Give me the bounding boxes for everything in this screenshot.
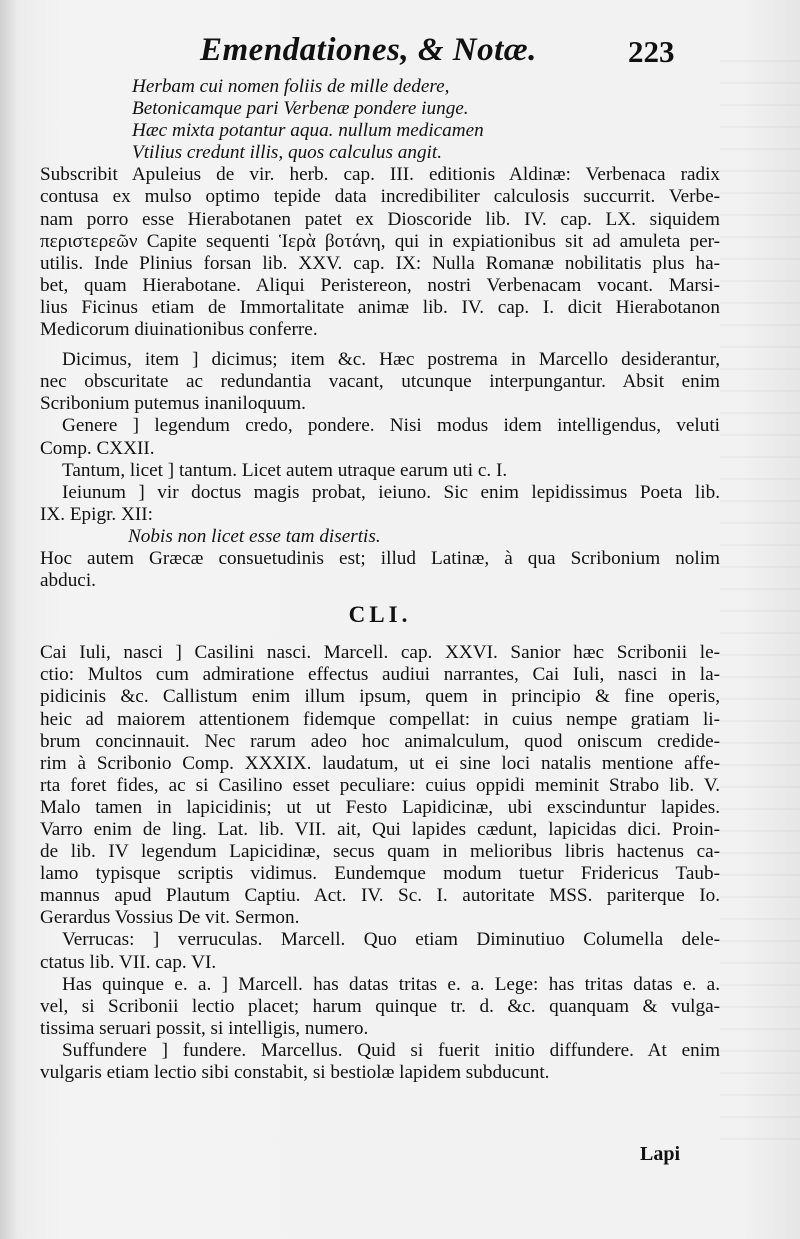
text-line: Genere ] legendum credo, pondere. Nisi modus idem intelligendus, veluti — [62, 415, 720, 437]
text-line: bet, quam Hierabotane. Aliqui Peristereon, nostri Verbenacam vocant. Marsi- — [40, 274, 720, 296]
text-line: Subscribit Apuleius de vir. herb. cap. III. editionis Aldinæ: Verbenaca radix — [40, 164, 720, 186]
text-line: Medicorum diuinationibus conferre. — [40, 319, 318, 341]
verse-line: Vtilius credunt illis, quos calculus angit. — [132, 142, 443, 164]
page-header — [0, 30, 800, 80]
text-line: de lib. IV legendum Lapicidinæ, secus quam in melioribus libris hactenus ca- — [40, 841, 720, 863]
running-title: Emendationes, & Notæ. — [200, 32, 537, 68]
text-line: utilis. Inde Plinius forsan lib. XXV. cap. IX: Nulla Romanæ nobilitatis plus ha- — [40, 252, 720, 274]
verse-line: Hæc mixta potantur aqua. nullum medicamen — [132, 120, 484, 142]
text-line: pidicinis &c. Callistum enim illum ipsum, quem in principio & fine operis, — [40, 686, 720, 708]
text-line: Hoc autem Græcæ consuetudinis est; illud Latinæ, à qua Scribonium nolim — [40, 547, 720, 569]
text-line: Varro enim de ling. Lat. lib. VII. ait, Qui lapides cædunt, lapicidas dici. Proin- — [40, 819, 720, 840]
text-line: brum concinnauit. Nec rarum adeo hoc animalculum, quod oniscum credide- — [40, 730, 720, 752]
verse-line: Betonicamque pari Verbenæ pondere iunge. — [132, 98, 469, 120]
text-line: Scribonium putemus inaniloquum. — [40, 393, 306, 415]
text-line: tissima seruari possit, si intelligis, numero. — [40, 1017, 369, 1039]
text-line: Cai Iuli, nasci ] Casilini nasci. Marcell. cap. XXVI. Sanior hæc Scribonii le- — [40, 642, 720, 664]
show-through-texture — [720, 60, 800, 1160]
text-line: heic ad maiorem attentionem fidemque compellat: in cuius nempe gratiam li- — [40, 708, 720, 730]
text-line: Dicimus, item ] dicimus; item &c. Hæc postrema in Marcello desiderantur, — [62, 349, 720, 371]
text-line: vulgaris etiam lectio sibi constabit, si bestiolæ lapidem subducunt. — [40, 1062, 550, 1084]
text-line: lius Ficinus etiam de Immortalitate animæ lib. IV. cap. I. dicit Hierabotanon — [40, 296, 720, 318]
text-line: ctio: Multos cum admiratione effectus audiui narrantes, Cai Iuli, nasci in la- — [40, 664, 720, 686]
page-body — [40, 76, 720, 1084]
text-line: IX. Epigr. XII: — [40, 503, 153, 525]
text-line: Has quinque e. a. ] Marcell. has datas tritas e. a. Lege: has tritas datas e. a. — [62, 973, 720, 995]
text-line: Malo tamen in lapicidinis; ut ut Festo Lapidicinæ, ubi exscinduntur lapides. — [40, 796, 720, 818]
text-line: nec obscuritate ac redundantia vacant, utcunque interpungantur. Absit enim — [40, 371, 720, 393]
verse-line: Herbam cui nomen foliis de mille dedere, — [132, 76, 450, 97]
text-line: nam porro esse Hierabotanen patet ex Dioscoride lib. IV. cap. LX. siquidem — [40, 208, 720, 230]
text-line: rta foret fides, ac si Casilino esset peculiare: cuius oppidi meminit Strabo lib. V. — [40, 774, 720, 796]
text-line: mannus apud Plautum Captiu. Act. IV. Sc. I. autoritate MSS. pariterque Io. — [40, 885, 720, 907]
text-line: περιστερεῶν Capite sequenti Ἱερὰ βοτάνη, qui in expiationibus sit ad amuleta per- — [40, 230, 720, 252]
text-line: Suffundere ] fundere. Marcellus. Quid si fuerit initio diffundere. At enim — [62, 1039, 720, 1061]
text-line: lamo typisque scriptis vidimus. Eundemque modum tuetur Fridericus Taub- — [40, 863, 720, 885]
text-line: rim à Scribonio Comp. XXXIX. laudatum, ut ei sine loci natalis mentione affe- — [40, 752, 720, 774]
section-heading: CLI. — [348, 602, 412, 628]
text-line: Ieiunum ] vir doctus magis probat, ieiuno. Sic enim lepidissimus Poeta lib. — [62, 481, 720, 503]
text-line: vel, si Scribonii lectio placet; harum quinque tr. d. &c. quanquam & vulga- — [40, 995, 720, 1017]
page-number: 223 — [628, 34, 675, 69]
verse-line: Nobis non licet esse tam disertis. — [128, 525, 381, 547]
text-line: contusa ex mulso optimo tepide data incredibiliter calculosis succurrit. Verbe- — [40, 186, 720, 208]
text-line: abduci. — [40, 570, 96, 592]
text-line: Verrucas: ] verruculas. Marcell. Quo etiam Diminutiuo Columella dele- — [62, 929, 720, 951]
paragraph-gap — [40, 341, 720, 349]
text-line: Comp. CXXII. — [40, 437, 155, 459]
text-line: Tantum, licet ] tantum. Licet autem utraque earum uti c. I. — [62, 459, 508, 481]
text-line: ctatus lib. VII. cap. VI. — [40, 951, 217, 973]
text-line: Gerardus Vossius De vit. Sermon. — [40, 907, 300, 929]
catchword: Lapi — [640, 1143, 681, 1165]
